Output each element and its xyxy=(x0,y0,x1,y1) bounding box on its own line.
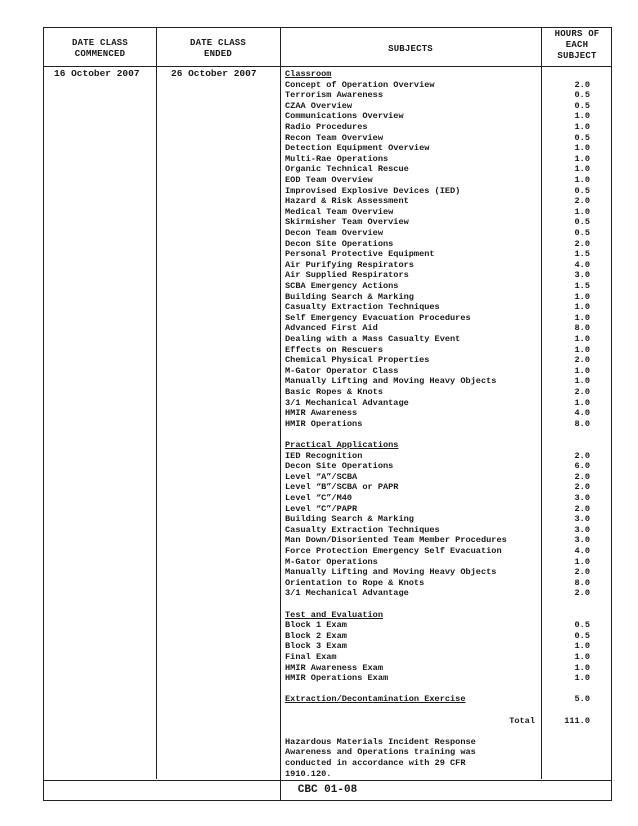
subject-hours: 2.0 xyxy=(574,79,590,90)
subject-hours: 3.0 xyxy=(574,535,590,546)
subject-hours: 2.0 xyxy=(574,450,590,461)
subject-item: Self Emergency Evacuation Procedures xyxy=(285,312,471,323)
subject-hours: 0.5 xyxy=(574,217,590,228)
subject-item: HMIR Operations Exam xyxy=(285,673,389,684)
subject-item: Decon Site Operations xyxy=(285,238,394,249)
subject-item: Air Purifying Respirators xyxy=(285,259,414,270)
total-label: Total xyxy=(509,715,535,726)
section-title: Test and Evaluation xyxy=(285,609,383,620)
subject-hours: 1.0 xyxy=(574,175,590,185)
subject-hours: 4.0 xyxy=(574,259,590,270)
subject-hours: 1.0 xyxy=(574,122,590,132)
date-commenced-value: 16 October 2007 xyxy=(54,68,140,79)
training-record-table xyxy=(43,27,612,801)
subject-item: Force Protection Emergency Self Evacuation xyxy=(285,546,502,556)
subject-item: Concept of Operation Overview xyxy=(285,79,435,90)
subject-hours: 0.5 xyxy=(574,132,590,143)
header-date-commenced: DATE CLASS COMMENCED xyxy=(71,38,128,59)
subject-item: SCBA Emergency Actions xyxy=(285,281,399,291)
compliance-note: Hazardous Materials Incident Response Awareness and Operations training was conducted in accordance with 29 CFR 1910.120. xyxy=(285,736,476,779)
subject-item: Advanced First Aid xyxy=(285,323,378,334)
subject-hours: 1.0 xyxy=(574,641,590,652)
subject-item: Decon Team Overview xyxy=(285,228,383,238)
subject-item: Final Exam xyxy=(285,652,337,662)
subject-item: Manually Lifting and Moving Heavy Objects xyxy=(285,376,497,387)
subject-hours: 3.0 xyxy=(574,493,590,503)
total-hours: 111.0 xyxy=(564,715,590,726)
subject-hours: 8.0 xyxy=(574,323,590,334)
footer-divider xyxy=(44,780,611,781)
subject-hours: 1.0 xyxy=(574,344,590,355)
subject-item: Communications Overview xyxy=(285,111,404,122)
subject-hours: 0.5 xyxy=(574,630,590,641)
subject-hours: 4.0 xyxy=(574,546,590,556)
subject-hours: 2.0 xyxy=(574,196,590,207)
section-title: Extraction/Decontamination Exercise xyxy=(285,694,466,705)
subject-item: 3/1 Mechanical Advantage xyxy=(285,588,409,599)
subject-hours: 1.0 xyxy=(574,673,590,684)
subject-item: 3/1 Mechanical Advantage xyxy=(285,397,409,408)
subject-hours: 2.0 xyxy=(574,588,590,599)
subject-item: Recon Team Overview xyxy=(285,132,383,143)
subject-item: Casualty Extraction Techniques xyxy=(285,302,440,313)
subject-hours: 1.0 xyxy=(574,164,590,175)
subject-item: HMIR Awareness Exam xyxy=(285,662,383,673)
subject-hours: 4.0 xyxy=(574,408,590,419)
subject-hours: 6.0 xyxy=(574,461,590,472)
subject-hours: 1.0 xyxy=(574,652,590,662)
subject-item: CZAA Overview xyxy=(285,100,353,111)
subject-hours: 1.0 xyxy=(574,662,590,673)
subject-item: Terrorism Awareness xyxy=(285,90,383,101)
subject-hours: 1.0 xyxy=(574,302,590,313)
subject-item: Basic Ropes & Knots xyxy=(285,387,383,397)
subject-item: Level “A”/SCBA xyxy=(285,471,358,482)
section-title: Practical Applications xyxy=(285,440,399,450)
subject-item: Skirmisher Team Overview xyxy=(285,217,409,228)
subject-hours: 0.5 xyxy=(574,620,590,631)
column-divider xyxy=(280,28,281,800)
subject-item: HMIR Awareness xyxy=(285,408,358,419)
section-title: Classroom xyxy=(285,69,332,79)
subject-item: Effects on Rescuers xyxy=(285,344,383,355)
subject-hours: 1.0 xyxy=(574,397,590,408)
subject-hours: 1.0 xyxy=(574,334,590,344)
subject-hours: 0.5 xyxy=(574,185,590,196)
subject-hours: 1.0 xyxy=(574,312,590,323)
subject-hours: 1.0 xyxy=(574,153,590,164)
subject-hours: 1.5 xyxy=(574,249,590,260)
subject-item: Detection Equipment Overview xyxy=(285,143,430,154)
subject-item: Block 2 Exam xyxy=(285,630,347,641)
subject-item: Personal Protective Equipment xyxy=(285,249,435,260)
subject-hours: 3.0 xyxy=(574,514,590,525)
subject-item: Building Search & Marking xyxy=(285,291,414,302)
header-divider xyxy=(44,66,611,67)
subject-item: HMIR Operations xyxy=(285,418,363,429)
subject-item: Multi-Rae Operations xyxy=(285,153,389,164)
subject-hours: 0.5 xyxy=(574,100,590,111)
subject-item: Level “B”/SCBA or PAPR xyxy=(285,482,399,493)
subject-hours: 2.0 xyxy=(574,471,590,482)
subject-hours: 8.0 xyxy=(574,577,590,588)
subject-item: Manually Lifting and Moving Heavy Objects xyxy=(285,567,497,578)
subject-hours: 1.0 xyxy=(574,376,590,387)
date-ended-value: 26 October 2007 xyxy=(171,68,257,79)
subject-hours: 2.0 xyxy=(574,482,590,493)
subject-hours: 3.0 xyxy=(574,270,590,281)
subject-item: Block 3 Exam xyxy=(285,641,347,652)
subject-item: M-Gator Operations xyxy=(285,556,378,567)
subject-item: Level “C”/M40 xyxy=(285,493,353,503)
subject-item: Block 1 Exam xyxy=(285,620,347,631)
subject-item: IED Recognition xyxy=(285,450,363,461)
subject-item: Decon Site Operations xyxy=(285,461,394,472)
subject-item: Casualty Extraction Techniques xyxy=(285,524,440,535)
subject-hours: 2.0 xyxy=(574,503,590,514)
subject-item: Medical Team Overview xyxy=(285,206,394,217)
subject-hours: 1.0 xyxy=(574,291,590,302)
subject-item: Level “C”/PAPR xyxy=(285,503,358,514)
subject-hours: 0.5 xyxy=(574,228,590,238)
subject-hours: 3.0 xyxy=(574,524,590,535)
subject-item: M-Gator Operator Class xyxy=(285,365,399,376)
subject-item: EOD Team Overview xyxy=(285,175,373,185)
subject-hours: 2.0 xyxy=(574,387,590,397)
subject-hours: 1.0 xyxy=(574,111,590,122)
section-hours: 5.0 xyxy=(574,694,590,705)
subject-item: Improvised Explosive Devices (IED) xyxy=(285,185,461,196)
subject-item: Man Down/Disoriented Team Member Procedures xyxy=(285,535,507,546)
subject-item: Radio Procedures xyxy=(285,122,368,132)
subject-hours: 2.0 xyxy=(574,355,590,366)
subject-item: Dealing with a Mass Casualty Event xyxy=(285,334,461,344)
subject-hours: 2.0 xyxy=(574,567,590,578)
subject-hours: 1.0 xyxy=(574,556,590,567)
subject-hours: 2.0 xyxy=(574,238,590,249)
subject-item: Orientation to Rope & Knots xyxy=(285,577,425,588)
column-divider xyxy=(156,28,157,779)
header-date-ended: DATE CLASS ENDED xyxy=(189,38,246,59)
subject-item: Chemical Physical Properties xyxy=(285,355,430,366)
subject-hours: 0.5 xyxy=(574,90,590,101)
subject-item: Air Supplied Respirators xyxy=(285,270,409,281)
subject-hours: 1.5 xyxy=(574,281,590,291)
document-id: CBC 01-08 xyxy=(297,784,358,796)
subject-hours: 8.0 xyxy=(574,418,590,429)
header-hours: HOURS OF EACH SUBJECT xyxy=(554,29,600,61)
subject-hours: 1.0 xyxy=(574,365,590,376)
subject-item: Building Search & Marking xyxy=(285,514,414,525)
subject-item: Hazard & Risk Assessment xyxy=(285,196,409,207)
subject-item: Organic Technical Rescue xyxy=(285,164,409,175)
header-subjects: SUBJECTS xyxy=(388,44,433,54)
subject-hours: 1.0 xyxy=(574,206,590,217)
subject-hours: 1.0 xyxy=(574,143,590,154)
